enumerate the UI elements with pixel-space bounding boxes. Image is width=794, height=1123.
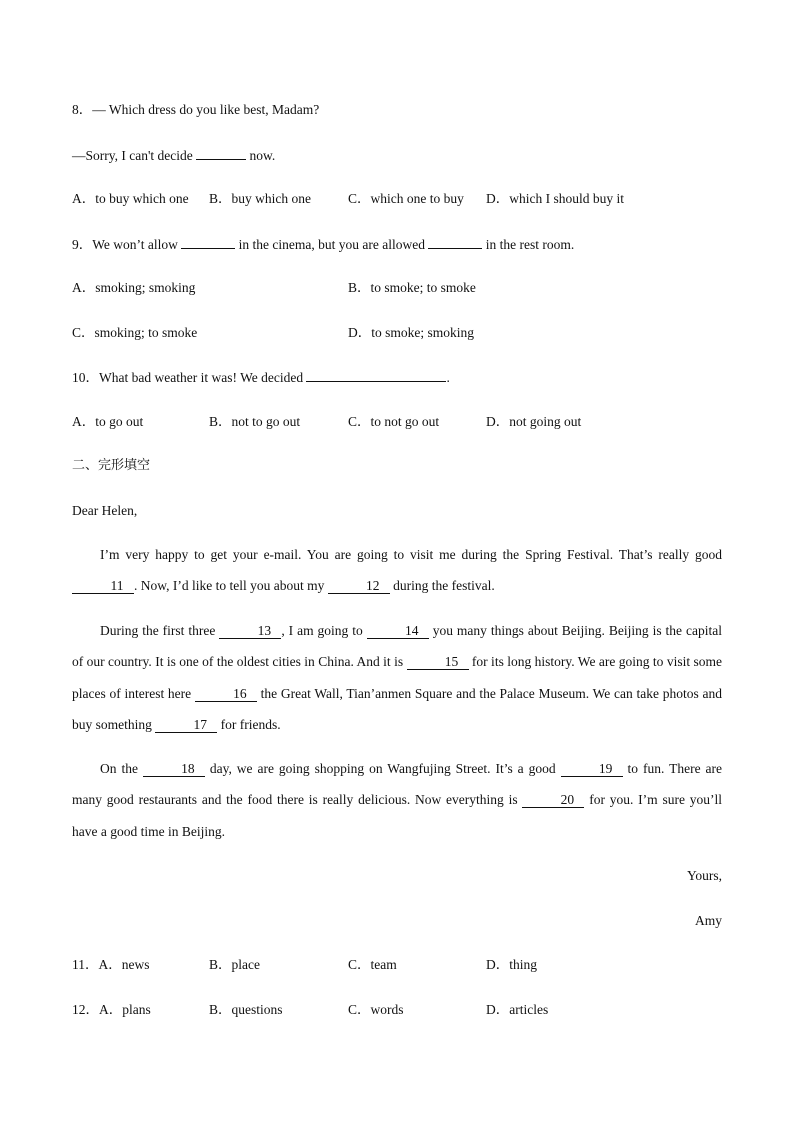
option-a: A．to buy which one: [72, 191, 189, 206]
letter-closing: Yours,: [686, 868, 722, 883]
question-10-prompt: 10．What bad weather it was! We decided .: [72, 370, 450, 385]
question-8-prompt: 8．— Which dress do you like best, Madam?: [72, 102, 320, 117]
option-a: 12．A．plans: [72, 1002, 151, 1017]
option-c: C．words: [348, 1002, 404, 1017]
question-8-line2: —Sorry, I can't decide now.: [72, 148, 276, 163]
option-a: A．to go out: [72, 414, 144, 429]
option-d: D．articles: [486, 1002, 549, 1017]
option-d: D．which I should buy it: [486, 191, 624, 206]
cloze-blank-17: 17: [155, 718, 217, 733]
letter-paragraph-1: I’m very happy to get your e-mail. You are going to visit me during the Spring Festival. That’s really good 11 . Now, I’d like to tell you about my 12 during the festival.: [72, 539, 722, 602]
option-b: B．to smoke; to smoke: [348, 280, 476, 295]
letter-paragraph-2: During the first three 13 , I am going to 14 you many things about Beijing. Beijing is the capital of our country. It is one of the oldest cities in China. And it is 15 for its long history. We are going to visit some places of interest here 16 the Great Wall, Tian’anmen Square and the Palace Museum. We can take photos and buy something 17 for friends.: [72, 623, 722, 732]
cloze-blank-15: 15: [407, 655, 469, 670]
option-b: B．questions: [209, 1002, 283, 1017]
question-12-options: [72, 1001, 732, 1019]
answer-blank: [428, 235, 482, 249]
answer-blank: [181, 235, 235, 249]
option-b: B．not to go out: [209, 414, 301, 429]
option-b: B．buy which one: [209, 191, 311, 206]
question-8-options: [72, 190, 732, 208]
question-9-prompt: 9．We won’t allow in the cinema, but you are allowed in the rest room.: [72, 237, 575, 252]
cloze-blank-18: 18: [143, 762, 205, 777]
answer-blank: [196, 146, 246, 160]
cloze-blank-19: 19: [561, 762, 623, 777]
cloze-blank-11: 11: [72, 579, 134, 594]
letter-signature: Amy: [695, 913, 722, 928]
question-10-options: [72, 413, 732, 431]
question-9-options-row2: [72, 324, 732, 342]
question-11-options: [72, 956, 732, 974]
letter-greeting: Dear Helen,: [72, 503, 138, 518]
option-d: D．thing: [486, 957, 538, 972]
option-d: D．not going out: [486, 414, 582, 429]
option-a: A．smoking; smoking: [72, 280, 196, 295]
answer-blank: [306, 368, 446, 382]
option-c: C．team: [348, 957, 397, 972]
option-d: D．to smoke; smoking: [348, 325, 475, 340]
cloze-blank-16: 16: [195, 687, 257, 702]
option-b: B．place: [209, 957, 260, 972]
letter-paragraph-3: On the 18 day, we are going shopping on Wangfujing Street. It’s a good 19 to fun. There are many good restaurants and the food there is really delicious. Now everything is 20 for you. I’m sure you’ll have a good time in Beijing.: [72, 761, 722, 839]
cloze-blank-13: 13: [219, 624, 281, 639]
cloze-blank-20: 20: [522, 793, 584, 808]
option-c: C．to not go out: [348, 414, 440, 429]
cloze-blank-12: 12: [328, 579, 390, 594]
cloze-blank-14: 14: [367, 624, 429, 639]
option-a: 11．A．news: [72, 957, 150, 972]
question-9-options-row1: [72, 279, 732, 297]
option-c: C．smoking; to smoke: [72, 325, 198, 340]
option-c: C．which one to buy: [348, 191, 464, 206]
section-heading: 二、完形填空: [72, 458, 151, 473]
